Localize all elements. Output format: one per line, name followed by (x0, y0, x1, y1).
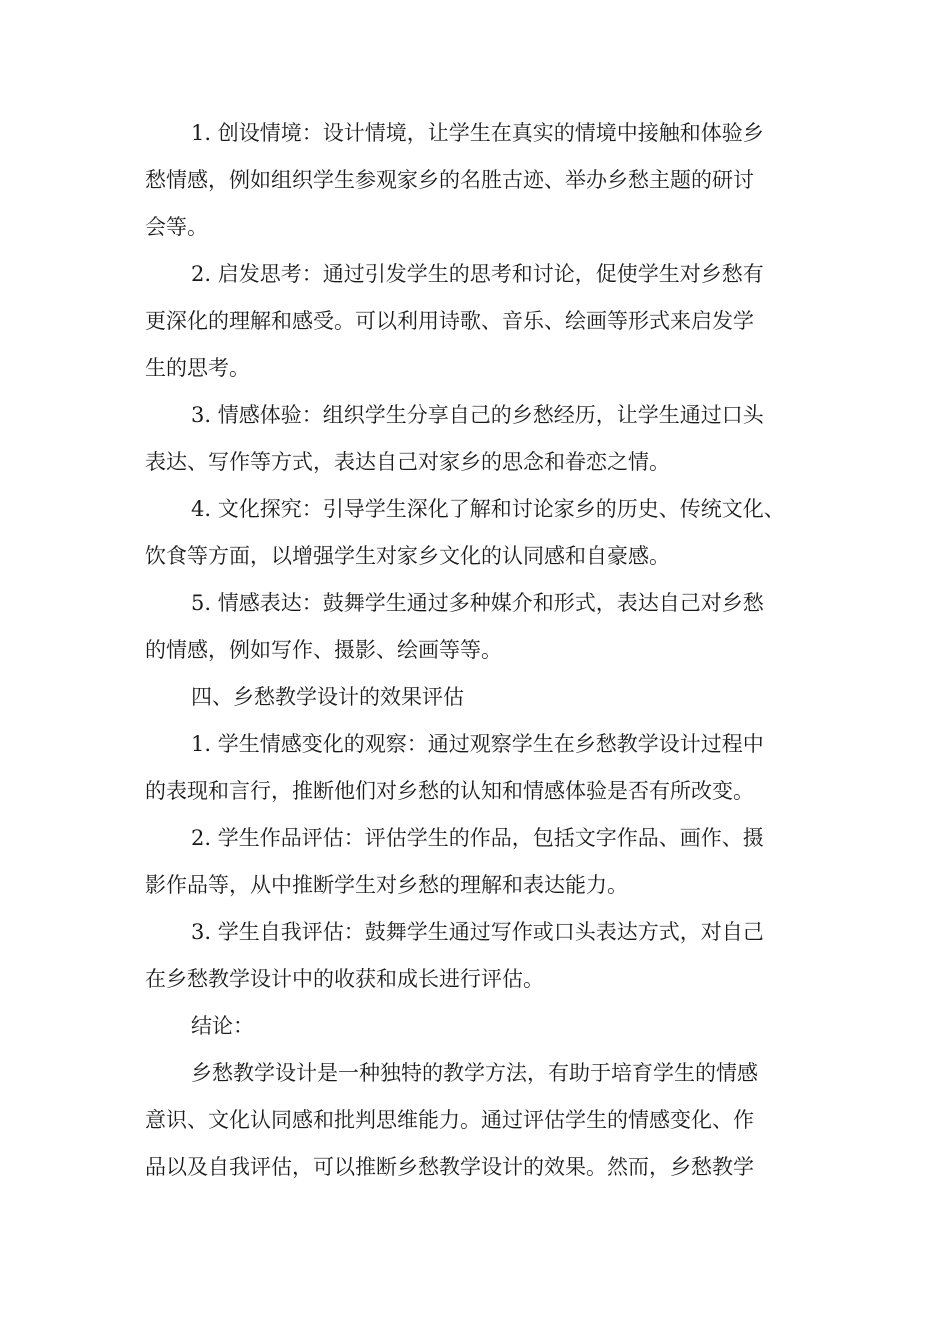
paragraph-conclusion (145, 1050, 820, 1191)
paragraph-step-4 (145, 486, 820, 580)
text-line: 影作品等，从中推断学生对乡愁的理解和表达能力。 (145, 873, 628, 897)
text-line: 的情感，例如写作、摄影、绘画等等。 (145, 638, 502, 662)
text-line: 饮食等方面，以增强学生对家乡文化的认同感和自豪感。 (145, 544, 670, 568)
paragraph-step-1 (145, 110, 820, 251)
text-line: 1. 学生情感变化的观察：通过观察学生在乡愁教学设计过程中 (191, 732, 764, 756)
paragraph-step-2 (145, 251, 820, 392)
text-line: 表达、写作等方式，表达自己对家乡的思念和眷恋之情。 (145, 450, 670, 474)
text-line: 的表现和言行，推断他们对乡愁的认知和情感体验是否有所改变。 (145, 779, 754, 803)
text-line: 1. 创设情境：设计情境，让学生在真实的情境中接触和体验乡 (191, 121, 764, 145)
text-line: 3. 情感体验：组织学生分享自己的乡愁经历，让学生通过口头 (191, 403, 764, 427)
section-heading (145, 674, 820, 721)
text-line: 2. 启发思考：通过引发学生的思考和讨论，促使学生对乡愁有 (191, 262, 764, 286)
text-line: 5. 情感表达：鼓舞学生通过多种媒介和形式，表达自己对乡愁 (191, 591, 764, 615)
text-line: 在乡愁教学设计中的收获和成长进行评估。 (145, 967, 544, 991)
text-line: 4. 文化探究：引导学生深化了解和讨论家乡的历史、传统文化、 (191, 497, 785, 521)
paragraph-step-3 (145, 392, 820, 486)
paragraph-eval-2 (145, 815, 820, 909)
text-line: 2. 学生作品评估：评估学生的作品，包括文字作品、画作、摄 (191, 826, 764, 850)
text-line: 生的思考。 (145, 356, 250, 380)
conclusion-heading (145, 1003, 820, 1050)
paragraph-eval-3 (145, 909, 820, 1003)
document-body (145, 110, 820, 1191)
paragraph-eval-1 (145, 721, 820, 815)
paragraph-step-5 (145, 580, 820, 674)
text-line: 意识、文化认同感和批判思维能力。通过评估学生的情感变化、作 (145, 1108, 754, 1132)
text-line: 品以及自我评估，可以推断乡愁教学设计的效果。然而，乡愁教学 (145, 1155, 754, 1179)
text-line: 更深化的理解和感受。可以利用诗歌、音乐、绘画等形式来启发学 (145, 309, 754, 333)
text-line: 3. 学生自我评估：鼓舞学生通过写作或口头表达方式，对自己 (191, 920, 764, 944)
heading-text: 四、乡愁教学设计的效果评估 (191, 685, 464, 709)
text-line: 会等。 (145, 215, 208, 239)
heading-text: 结论： (191, 1014, 254, 1038)
text-line: 乡愁教学设计是一种独特的教学方法，有助于培育学生的情感 (191, 1061, 758, 1085)
text-line: 愁情感，例如组织学生参观家乡的名胜古迹、举办乡愁主题的研讨 (145, 168, 754, 192)
